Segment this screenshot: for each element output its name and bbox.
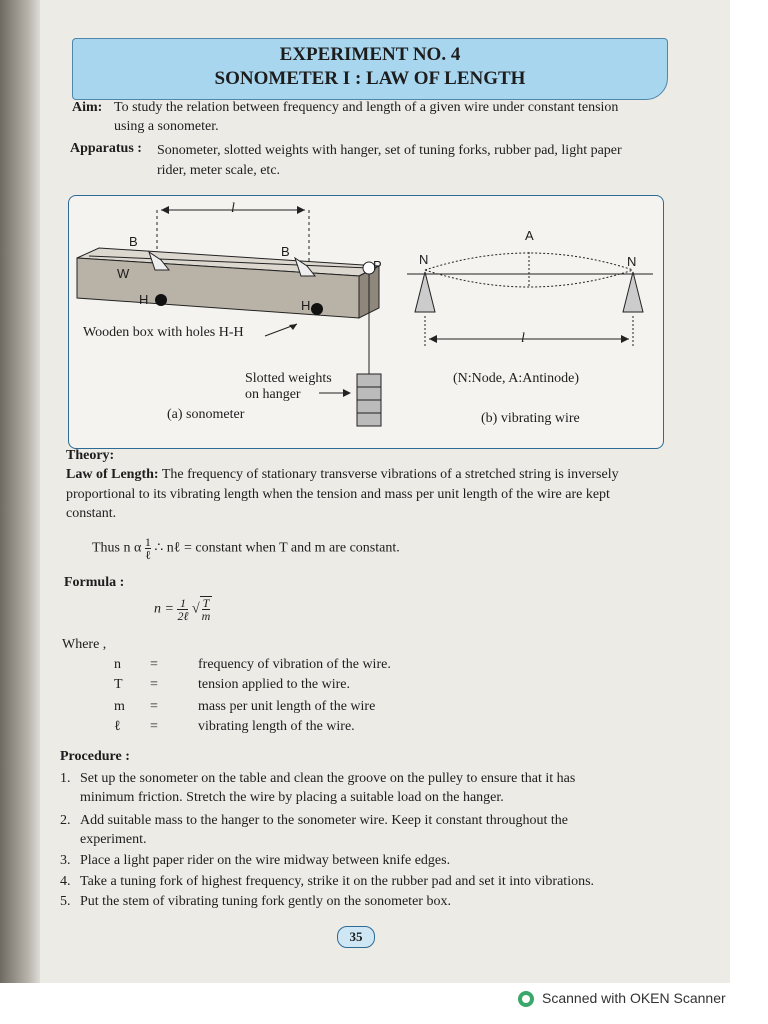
variable-description: tension applied to the wire. xyxy=(198,677,351,692)
experiment-title: SONOMETER I : LAW OF LENGTH xyxy=(214,68,526,89)
bridge-label-1: B xyxy=(129,234,138,249)
step-number: 2. xyxy=(60,813,71,828)
variable-description: vibrating length of the wire. xyxy=(198,719,355,734)
variable-symbol: m xyxy=(114,699,125,714)
law-text-1: The frequency of stationary transverse vibrations of a stretched string is inversely xyxy=(161,467,619,482)
formula-expression xyxy=(154,596,212,622)
root-numerator: T xyxy=(202,596,210,610)
fraction-denominator: ℓ xyxy=(144,548,151,562)
equals-sign: = xyxy=(150,699,158,714)
root-denominator: m xyxy=(201,609,211,623)
root-fraction xyxy=(202,597,211,622)
step-text: Set up the sonometer on the table and clean the groove on the pulley to ensure that it has xyxy=(80,771,576,786)
step-number: 5. xyxy=(60,894,71,909)
formula-heading: Formula : xyxy=(64,575,125,590)
variable-description: frequency of vibration of the wire. xyxy=(198,657,391,672)
oken-logo-icon xyxy=(518,991,534,1007)
length-label: l xyxy=(231,201,235,216)
inverse-length-fraction xyxy=(145,536,151,561)
aim-label: Aim: xyxy=(72,100,103,115)
antinode-label: A xyxy=(525,228,534,243)
formula-coefficient xyxy=(177,597,188,622)
coefficient-denominator: 2ℓ xyxy=(177,609,189,623)
apparatus-line-2: rider, meter scale, etc. xyxy=(157,163,281,178)
law-label: Law of Length: xyxy=(66,467,159,482)
equals-sign: = xyxy=(150,719,158,734)
variable-symbol: n xyxy=(114,657,121,672)
node-label-right: N xyxy=(627,254,637,269)
hole-label-1: H xyxy=(139,292,149,307)
step-number: 1. xyxy=(60,771,71,786)
bridge-label-2: B xyxy=(281,244,290,259)
sqrt-sign: √ xyxy=(191,601,200,617)
step-number: 3. xyxy=(60,853,71,868)
wire-length-label: l xyxy=(521,331,525,346)
procedure-heading: Procedure : xyxy=(60,749,130,764)
page-binding-shadow xyxy=(0,0,40,983)
title-banner xyxy=(72,38,668,100)
sqrt-body xyxy=(200,596,213,622)
equals-sign: = xyxy=(150,657,158,672)
formula-lhs: n = xyxy=(154,601,174,617)
hanger-label: on hanger xyxy=(245,387,301,402)
where-label: Where , xyxy=(62,637,107,652)
step-text: Take a tuning fork of highest frequency, strike it on the rubber pad and set it into vibrations. xyxy=(80,874,595,889)
scanner-text: Scanned with OKEN Scanner xyxy=(542,990,726,1006)
therefore-statement: ∴ nℓ = constant when T and m are constant. xyxy=(154,540,400,556)
equals-sign: = xyxy=(150,677,158,692)
proportional-relation xyxy=(92,536,400,561)
slotted-weights-label: Slotted weights xyxy=(245,371,332,386)
step-text-continued: minimum friction. Stretch the wire by placing a suitable load on the hanger. xyxy=(80,790,504,805)
thus-word: Thus xyxy=(92,540,120,556)
n-alpha: n α xyxy=(123,540,142,556)
variable-symbol: T xyxy=(114,677,123,692)
weight-label: W xyxy=(117,266,130,281)
figure-panel xyxy=(68,195,664,449)
caption-sonometer: (a) sonometer xyxy=(167,407,245,422)
fraction-numerator: 1 xyxy=(144,535,151,549)
pulley-label: P xyxy=(373,258,382,273)
step-text: Add suitable mass to the hanger to the sonometer wire. Keep it constant throughout the xyxy=(80,813,568,828)
page-number: 35 xyxy=(337,926,375,948)
experiment-number: EXPERIMENT NO. 4 xyxy=(279,44,461,65)
aim-line-2: using a sonometer. xyxy=(114,119,219,134)
theory-heading: Theory: xyxy=(66,448,115,463)
step-text: Place a light paper rider on the wire midway between knife edges. xyxy=(80,853,451,868)
step-number: 4. xyxy=(60,874,71,889)
law-line-2: proportional to its vibrating length when the tension and mass per unit length of the wire are kept xyxy=(66,487,610,502)
scanner-watermark xyxy=(518,990,726,1012)
hole-label-2: H xyxy=(301,298,311,313)
variable-symbol: ℓ xyxy=(114,719,121,734)
node-antinode-legend: (N:Node, A:Antinode) xyxy=(453,371,579,386)
step-text: Put the stem of vibrating tuning fork gently on the sonometer box. xyxy=(80,894,451,909)
law-line-1 xyxy=(66,466,666,484)
caption-vibrating-wire: (b) vibrating wire xyxy=(481,411,580,426)
aim-line-1: To study the relation between frequency and length of a given wire under constant tension xyxy=(114,100,619,115)
coefficient-numerator: 1 xyxy=(177,597,188,610)
law-line-3: constant. xyxy=(66,506,117,521)
apparatus-label: Apparatus : xyxy=(70,141,142,156)
node-label-left: N xyxy=(419,252,429,267)
variable-description: mass per unit length of the wire xyxy=(198,699,376,714)
apparatus-line-1: Sonometer, slotted weights with hanger, set of tuning forks, rubber pad, light paper xyxy=(157,143,622,158)
step-text-continued: experiment. xyxy=(80,832,147,847)
wooden-box-label: Wooden box with holes H-H xyxy=(83,325,244,340)
